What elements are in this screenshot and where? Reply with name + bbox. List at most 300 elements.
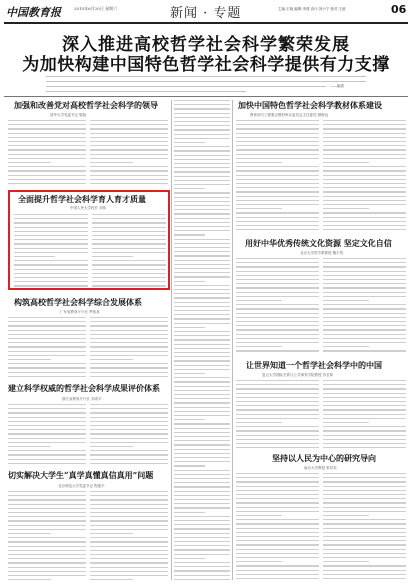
article-title: 坚持以人民为中心的研究导向 bbox=[272, 453, 376, 463]
text-line bbox=[236, 258, 319, 259]
text-line bbox=[236, 536, 319, 537]
header-rule bbox=[4, 22, 408, 24]
text-line bbox=[323, 405, 406, 406]
text-line bbox=[8, 120, 86, 121]
text-line bbox=[174, 482, 230, 483]
article-title: 用好中华优秀传统文化资源 坚定文化自信 bbox=[245, 238, 392, 248]
text-line bbox=[323, 196, 406, 197]
text-line bbox=[236, 350, 319, 351]
text-line bbox=[174, 549, 230, 550]
text-line bbox=[174, 234, 205, 235]
text-line bbox=[92, 264, 166, 265]
text-line bbox=[323, 279, 406, 280]
text-line bbox=[236, 384, 319, 385]
text-line bbox=[174, 432, 230, 433]
text-line bbox=[323, 262, 406, 263]
text-line bbox=[90, 525, 168, 526]
text-line bbox=[323, 481, 406, 482]
text-line bbox=[323, 570, 406, 571]
text-line bbox=[236, 511, 319, 512]
text-line bbox=[236, 507, 319, 508]
text-line bbox=[174, 348, 230, 349]
text-line bbox=[174, 419, 205, 420]
section-title: 新闻 · 专题 bbox=[170, 6, 242, 21]
text-line bbox=[92, 277, 166, 278]
text-line bbox=[90, 162, 133, 163]
text-line bbox=[236, 422, 282, 423]
article-title: 全面提升哲学社会科学育人育才质量 bbox=[18, 194, 146, 204]
text-line bbox=[236, 515, 282, 516]
text-line bbox=[8, 579, 51, 580]
text-line bbox=[14, 260, 88, 261]
text-line bbox=[236, 388, 319, 389]
text-line bbox=[174, 117, 230, 118]
text-line bbox=[90, 141, 168, 142]
text-line bbox=[92, 248, 166, 249]
text-line bbox=[236, 574, 319, 575]
text-line bbox=[323, 325, 406, 326]
text-line bbox=[236, 473, 319, 474]
text-line bbox=[323, 414, 406, 415]
text-line bbox=[236, 229, 319, 230]
text-line bbox=[174, 394, 230, 395]
text-line bbox=[8, 141, 86, 142]
text-line bbox=[92, 222, 166, 223]
text-line bbox=[14, 269, 88, 270]
text-line bbox=[174, 260, 230, 261]
text-line bbox=[174, 352, 230, 353]
text-line bbox=[174, 268, 230, 269]
text-line bbox=[92, 256, 133, 257]
page-number: 06 bbox=[391, 3, 407, 16]
text-line bbox=[174, 411, 230, 412]
text-line bbox=[174, 470, 230, 471]
text-line bbox=[174, 507, 230, 508]
text-line bbox=[323, 149, 406, 150]
text-line bbox=[8, 533, 51, 534]
text-line bbox=[323, 292, 406, 293]
text-line bbox=[8, 367, 86, 368]
text-line bbox=[236, 443, 319, 444]
text-line bbox=[323, 409, 406, 410]
text-line bbox=[90, 512, 168, 513]
text-line bbox=[323, 208, 369, 209]
text-line bbox=[8, 408, 86, 409]
text-line bbox=[174, 453, 230, 454]
text-line bbox=[174, 491, 230, 492]
text-line bbox=[236, 426, 319, 427]
text-line bbox=[92, 269, 166, 270]
text-line bbox=[8, 567, 86, 568]
text-line bbox=[174, 297, 230, 298]
text-line bbox=[174, 150, 230, 151]
text-line bbox=[8, 124, 86, 125]
article-title: 建立科学权威的哲学社会科学成果评价体系 bbox=[8, 383, 160, 393]
text-line bbox=[90, 145, 168, 146]
text-line bbox=[90, 442, 168, 443]
text-line bbox=[174, 243, 230, 244]
text-line bbox=[92, 227, 166, 228]
text-line bbox=[8, 454, 86, 455]
text-line bbox=[174, 474, 230, 475]
text-line bbox=[90, 508, 168, 509]
text-line bbox=[8, 491, 86, 492]
text-line bbox=[90, 562, 168, 563]
text-line bbox=[323, 308, 406, 309]
intro-editor-note: ——编者 bbox=[330, 84, 344, 88]
text-line bbox=[236, 124, 319, 125]
text-line bbox=[174, 209, 230, 210]
text-line bbox=[323, 494, 406, 495]
text-line bbox=[323, 528, 406, 529]
text-line bbox=[236, 494, 319, 495]
text-line bbox=[90, 558, 168, 559]
text-line bbox=[174, 176, 230, 177]
text-line bbox=[90, 334, 168, 335]
text-line bbox=[323, 511, 406, 512]
text-line bbox=[174, 465, 205, 466]
text-line bbox=[90, 429, 168, 430]
text-line bbox=[8, 429, 86, 430]
text-line bbox=[236, 405, 319, 406]
text-line bbox=[90, 351, 168, 352]
text-line bbox=[174, 327, 205, 328]
text-line bbox=[236, 502, 319, 503]
text-line bbox=[236, 321, 319, 322]
text-line bbox=[174, 155, 230, 156]
text-line bbox=[90, 124, 168, 125]
text-line bbox=[174, 541, 230, 542]
text-line bbox=[236, 313, 319, 314]
text-line bbox=[174, 407, 230, 408]
text-line bbox=[174, 180, 230, 181]
text-line bbox=[14, 239, 88, 240]
text-line bbox=[174, 377, 230, 378]
text-line bbox=[8, 334, 86, 335]
text-line bbox=[323, 154, 406, 155]
text-line bbox=[174, 108, 230, 109]
text-line bbox=[8, 459, 86, 460]
text-line bbox=[323, 317, 406, 318]
text-line bbox=[174, 516, 230, 517]
text-line bbox=[323, 473, 406, 474]
text-line bbox=[174, 566, 230, 567]
headline-line-2: 为加快构建中国特色哲学社会科学提供有力支撑 bbox=[22, 55, 390, 75]
text-line bbox=[90, 120, 168, 121]
text-line bbox=[236, 549, 319, 550]
text-line bbox=[174, 281, 205, 282]
text-line bbox=[8, 558, 86, 559]
text-line bbox=[174, 575, 230, 576]
text-line bbox=[92, 218, 166, 219]
text-line bbox=[8, 412, 86, 413]
text-line bbox=[90, 454, 168, 455]
text-line bbox=[90, 450, 168, 451]
text-line bbox=[236, 162, 282, 163]
article-title: 切实解决大学生“真学真懂真信真用”问题 bbox=[8, 470, 154, 480]
text-line bbox=[90, 575, 168, 576]
text-line bbox=[8, 321, 86, 322]
article-byline: 教育部马工程重点教材审议委员会主任委员 顾海良 bbox=[250, 113, 329, 117]
text-line bbox=[90, 438, 168, 439]
text-line bbox=[323, 217, 406, 218]
text-line bbox=[323, 519, 406, 520]
text-line bbox=[90, 338, 168, 339]
text-line bbox=[174, 293, 230, 294]
text-line bbox=[8, 546, 86, 547]
text-line bbox=[323, 477, 406, 478]
text-line bbox=[236, 346, 282, 347]
text-line bbox=[174, 356, 230, 357]
text-line bbox=[174, 381, 230, 382]
text-line bbox=[236, 170, 319, 171]
text-line bbox=[323, 380, 406, 381]
text-line bbox=[8, 166, 86, 167]
text-line bbox=[323, 553, 406, 554]
text-line bbox=[8, 450, 86, 451]
text-line bbox=[90, 137, 168, 138]
text-line bbox=[323, 498, 406, 499]
text-line bbox=[90, 317, 168, 318]
text-line bbox=[236, 401, 319, 402]
text-line bbox=[8, 179, 86, 180]
article-byline: 浙江省教育厅厅长 刘希平 bbox=[62, 397, 102, 401]
text-line bbox=[236, 300, 282, 301]
text-line bbox=[8, 351, 86, 352]
text-line bbox=[8, 355, 86, 356]
text-line bbox=[323, 578, 406, 579]
text-line bbox=[236, 271, 319, 272]
article-byline: 南京大学教授 张异宾 bbox=[304, 466, 337, 470]
text-line bbox=[236, 217, 319, 218]
text-line bbox=[323, 145, 406, 146]
text-line bbox=[323, 296, 406, 297]
text-line bbox=[323, 175, 406, 176]
text-line bbox=[8, 525, 86, 526]
text-line bbox=[174, 558, 205, 559]
text-line bbox=[174, 255, 230, 256]
text-line bbox=[323, 557, 406, 558]
text-line bbox=[8, 529, 86, 530]
text-line bbox=[323, 507, 406, 508]
text-line bbox=[174, 570, 230, 571]
text-line bbox=[92, 239, 166, 240]
text-line bbox=[174, 306, 230, 307]
text-line bbox=[90, 433, 168, 434]
text-line bbox=[236, 183, 319, 184]
text-line bbox=[323, 271, 406, 272]
text-line bbox=[236, 283, 319, 284]
text-line bbox=[323, 435, 406, 436]
text-line bbox=[236, 329, 319, 330]
text-line bbox=[236, 187, 319, 188]
text-line bbox=[8, 158, 86, 159]
text-line bbox=[174, 276, 230, 277]
text-line bbox=[8, 325, 86, 326]
text-line bbox=[323, 346, 369, 347]
text-line bbox=[8, 137, 86, 138]
text-line bbox=[323, 329, 406, 330]
text-line bbox=[236, 191, 319, 192]
text-line bbox=[323, 120, 406, 121]
text-line bbox=[14, 285, 88, 286]
issue-info: 2015年6月20日 星期六 bbox=[74, 6, 118, 11]
text-line bbox=[323, 128, 406, 129]
text-line bbox=[236, 212, 319, 213]
text-line bbox=[90, 533, 133, 534]
text-line bbox=[236, 287, 319, 288]
text-line bbox=[90, 504, 168, 505]
text-line bbox=[174, 239, 230, 240]
text-line bbox=[323, 304, 406, 305]
text-line bbox=[174, 230, 230, 231]
text-line bbox=[90, 359, 133, 360]
text-line bbox=[323, 283, 406, 284]
text-line bbox=[90, 166, 168, 167]
text-line bbox=[323, 137, 406, 138]
text-line bbox=[8, 520, 86, 521]
text-line bbox=[8, 442, 86, 443]
text-line bbox=[174, 188, 205, 189]
text-line bbox=[8, 562, 86, 563]
text-line bbox=[236, 292, 319, 293]
text-line bbox=[236, 435, 319, 436]
text-line bbox=[92, 231, 166, 232]
text-line bbox=[174, 201, 230, 202]
text-line bbox=[236, 128, 319, 129]
text-line bbox=[236, 208, 282, 209]
text-line bbox=[323, 486, 406, 487]
text-line bbox=[8, 359, 51, 360]
text-line bbox=[174, 461, 230, 462]
text-line bbox=[323, 158, 406, 159]
text-line bbox=[8, 145, 86, 146]
column-divider bbox=[232, 100, 233, 580]
text-line bbox=[174, 184, 230, 185]
text-line bbox=[236, 570, 319, 571]
text-line bbox=[236, 342, 319, 343]
text-line bbox=[236, 158, 319, 159]
text-line bbox=[236, 490, 319, 491]
text-line bbox=[236, 154, 319, 155]
text-line bbox=[323, 523, 406, 524]
text-line bbox=[90, 158, 168, 159]
text-line bbox=[8, 575, 86, 576]
text-line bbox=[8, 346, 86, 347]
text-line bbox=[174, 339, 230, 340]
text-line bbox=[90, 376, 168, 377]
text-line bbox=[92, 214, 166, 215]
text-line bbox=[174, 125, 230, 126]
text-line bbox=[174, 167, 230, 168]
article-title: 构筑高校哲学社会科学综合发展体系 bbox=[14, 297, 142, 307]
text-line bbox=[236, 204, 319, 205]
text-line bbox=[323, 229, 406, 230]
text-line bbox=[236, 523, 319, 524]
text-line bbox=[14, 277, 88, 278]
article-byline: 广东省教育厅厅长 罗伟其 bbox=[60, 310, 100, 314]
text-line bbox=[174, 171, 230, 172]
text-line bbox=[8, 330, 86, 331]
text-line bbox=[174, 562, 230, 563]
article-byline: 清华大学党委书记 陈旭 bbox=[50, 113, 87, 117]
text-line bbox=[236, 380, 319, 381]
text-line bbox=[323, 204, 406, 205]
text-line bbox=[90, 499, 168, 500]
text-line bbox=[174, 310, 230, 311]
text-line bbox=[92, 285, 166, 286]
text-line bbox=[174, 159, 230, 160]
text-line bbox=[236, 519, 319, 520]
text-line bbox=[236, 578, 319, 579]
text-line bbox=[323, 426, 406, 427]
text-line bbox=[323, 166, 406, 167]
text-line bbox=[8, 550, 86, 551]
text-line bbox=[236, 304, 319, 305]
article-title: 加强和改善党对高校哲学社会科学的领导 bbox=[14, 100, 158, 110]
text-line bbox=[174, 134, 230, 135]
text-line bbox=[92, 252, 166, 253]
text-line bbox=[236, 544, 319, 545]
text-line bbox=[174, 251, 230, 252]
text-line bbox=[14, 227, 88, 228]
text-line bbox=[174, 213, 230, 214]
text-line bbox=[323, 225, 406, 226]
article-byline: 复旦大学国际关系与公共事务学院教授 苏长和 bbox=[262, 373, 334, 377]
text-line bbox=[236, 325, 319, 326]
text-line bbox=[323, 439, 406, 440]
text-line bbox=[323, 388, 406, 389]
article-title: 加快中国特色哲学社会科学教材体系建设 bbox=[238, 100, 382, 110]
text-line bbox=[174, 486, 230, 487]
text-line bbox=[323, 544, 406, 545]
text-line bbox=[174, 457, 230, 458]
text-line bbox=[236, 528, 319, 529]
text-line bbox=[174, 226, 230, 227]
text-line bbox=[174, 344, 230, 345]
text-line bbox=[8, 128, 86, 129]
text-line bbox=[8, 425, 86, 426]
text-line bbox=[174, 554, 230, 555]
text-line bbox=[90, 491, 168, 492]
text-line bbox=[236, 393, 319, 394]
article-title: 让世界知道一个哲学社会科学中的中国 bbox=[246, 360, 382, 370]
text-line bbox=[174, 285, 230, 286]
text-line bbox=[90, 546, 168, 547]
text-line bbox=[8, 170, 86, 171]
text-line bbox=[90, 330, 168, 331]
text-line bbox=[174, 449, 230, 450]
text-line bbox=[236, 397, 319, 398]
text-line bbox=[174, 247, 230, 248]
text-line bbox=[174, 545, 230, 546]
text-line bbox=[323, 183, 406, 184]
text-line bbox=[8, 541, 86, 542]
text-line bbox=[8, 376, 86, 377]
text-line bbox=[236, 137, 319, 138]
text-line bbox=[236, 149, 319, 150]
text-line bbox=[236, 225, 319, 226]
text-line bbox=[8, 133, 86, 134]
text-line bbox=[174, 113, 230, 114]
text-line bbox=[90, 571, 168, 572]
text-line bbox=[8, 372, 86, 373]
text-line bbox=[236, 498, 319, 499]
article-byline: 北京师范大学党委书记 程建平 bbox=[58, 484, 105, 488]
text-line bbox=[90, 520, 168, 521]
text-line bbox=[174, 318, 230, 319]
text-line bbox=[236, 200, 319, 201]
